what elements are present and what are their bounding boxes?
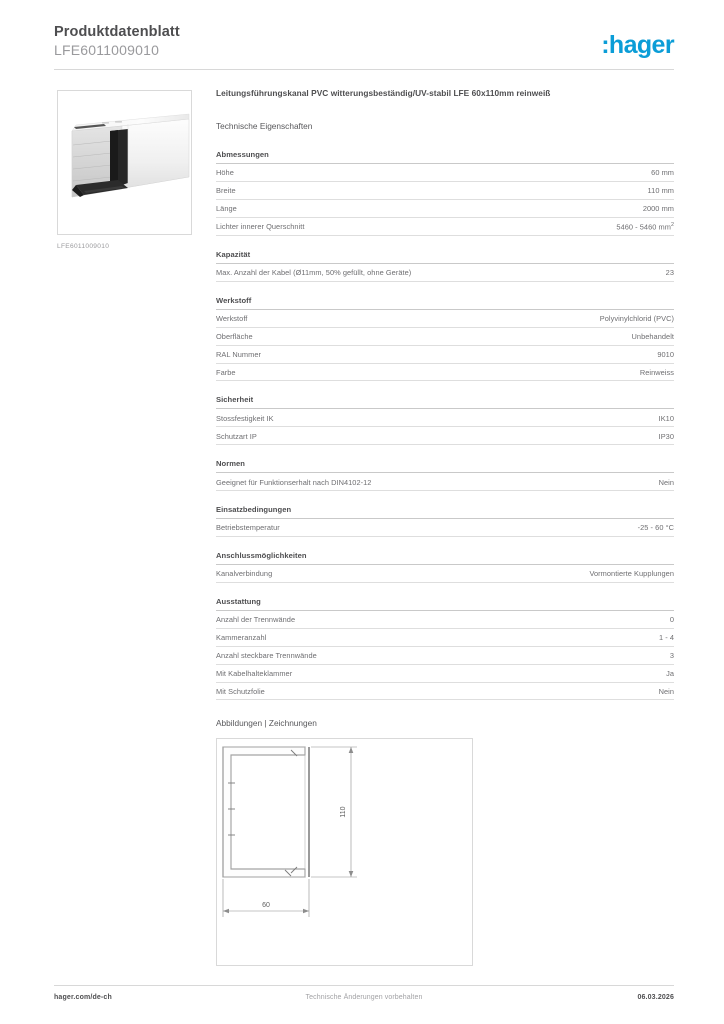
spec-value: Ja (666, 668, 674, 678)
spec-label: Werkstoff (216, 314, 248, 324)
spec-value: 9010 (657, 350, 674, 359)
spec-row (216, 264, 674, 282)
spec-row (216, 328, 674, 346)
spec-label: Schutzart IP (216, 431, 257, 441)
footer-date: 06.03.2026 (637, 994, 674, 1001)
page-footer (54, 994, 674, 1008)
spec-row (216, 164, 674, 182)
spec-group (216, 551, 674, 583)
spec-value: 0 (669, 615, 674, 625)
spec-group-heading: Einsatzbedingungen (216, 505, 674, 519)
spec-value: Reinweiss (639, 367, 674, 377)
spec-label: Max. Anzahl der Kabel (Ø11mm, 50% gefüllt, ohne Geräte) (216, 268, 412, 278)
spec-label: Mit Schutzfolie (216, 686, 265, 696)
cross-section-drawing (217, 739, 472, 965)
spec-row (216, 346, 674, 364)
spec-group (216, 505, 674, 537)
product-image-frame (57, 90, 192, 235)
spec-label: Höhe (216, 168, 234, 178)
spec-row (216, 629, 674, 647)
spec-value: 60 mm (651, 168, 674, 178)
spec-value: 1 - 4 (658, 633, 674, 643)
spec-row (216, 473, 674, 491)
spec-value: Vormontierte Kupplungen (589, 569, 674, 579)
spec-group (216, 597, 674, 700)
spec-label: Mit Kabelhalteklammer (216, 668, 293, 678)
spec-label: Anzahl der Trennwände (216, 615, 296, 625)
spec-label: Stossfestigkeit IK (216, 413, 274, 423)
spec-label: Geeignet für Funktionserhalt nach DIN4102-12 (216, 477, 372, 487)
spec-label: Anzahl steckbare Trennwände (216, 651, 317, 661)
spec-row (216, 565, 674, 583)
spec-row (216, 665, 674, 683)
dimension-width-label: 60 (262, 902, 270, 910)
spec-value: -25 - 60 °C (637, 523, 674, 533)
spec-group (216, 250, 674, 282)
drawings-heading: Abbildungen | Zeichnungen (216, 718, 317, 729)
technical-drawing-frame (216, 738, 473, 966)
spec-group (216, 296, 674, 382)
spec-label: Länge (216, 204, 237, 214)
spec-row (216, 611, 674, 629)
page-title: Produktdatenblatt (54, 24, 180, 40)
spec-group-heading: Ausstattung (216, 597, 674, 611)
spec-groups (216, 150, 674, 700)
spec-label: RAL Nummer (216, 350, 261, 359)
footer-divider (54, 985, 674, 986)
spec-row (216, 218, 674, 236)
spec-group-heading: Kapazität (216, 250, 674, 264)
spec-value: 110 mm (647, 186, 674, 196)
spec-value: 23 (665, 268, 674, 278)
spec-row (216, 200, 674, 218)
spec-row (216, 409, 674, 427)
spec-value: Unbehandelt (631, 332, 674, 342)
product-title: Leitungsführungskanal PVC witterungsbeständig/UV-stabil LFE 60x110mm reinweiß (216, 88, 551, 98)
content-column (216, 88, 674, 966)
page-header (54, 24, 674, 70)
spec-group (216, 395, 674, 445)
spec-row (216, 310, 674, 328)
spec-group-heading: Anschlussmöglichkeiten (216, 551, 674, 565)
spec-label: Lichter innerer Querschnitt (216, 222, 305, 232)
spec-value-superscript: 2 (670, 221, 674, 228)
spec-label: Kammeranzahl (216, 633, 267, 643)
spec-label: Betriebstemperatur (216, 523, 280, 533)
spec-value: IK10 (658, 413, 674, 423)
technical-properties-heading: Technische Eigenschaften (216, 121, 313, 131)
spec-row (216, 683, 674, 701)
spec-group-heading: Normen (216, 459, 674, 473)
spec-row (216, 519, 674, 537)
product-reference: LFE6011009010 (54, 42, 160, 58)
product-figure (57, 90, 192, 250)
header-divider (54, 69, 674, 70)
product-image-caption: LFE6011009010 (57, 243, 110, 250)
spec-group-heading: Werkstoff (216, 296, 674, 310)
spec-row (216, 647, 674, 665)
spec-group-heading: Sicherheit (216, 395, 674, 409)
spec-row (216, 427, 674, 445)
spec-label: Oberfläche (216, 332, 253, 342)
spec-label: Breite (216, 186, 236, 196)
spec-row (216, 364, 674, 382)
spec-row (216, 182, 674, 200)
footer-website[interactable]: hager.com/de-ch (54, 994, 112, 1001)
spec-group (216, 150, 674, 236)
spec-label: Farbe (216, 367, 236, 377)
hager-logo: :hager (601, 31, 674, 59)
dimension-height-label: 110 (340, 806, 347, 818)
spec-value: 3 (669, 651, 674, 661)
spec-value: 5460 - 5460 $mm^2$ (616, 221, 674, 232)
spec-value: 2000 mm (642, 204, 674, 214)
spec-label: Kanalverbindung (216, 569, 273, 579)
spec-value: Polyvinylchlorid (PVC) (599, 314, 674, 324)
footer-disclaimer: Technische Änderungen vorbehalten (305, 994, 423, 1001)
spec-group (216, 459, 674, 491)
cable-trunking-photo (58, 91, 192, 235)
spec-value: Nein (658, 477, 674, 487)
spec-value: IP30 (658, 431, 674, 441)
spec-group-heading: Abmessungen (216, 150, 674, 164)
spec-value: Nein (658, 686, 674, 696)
